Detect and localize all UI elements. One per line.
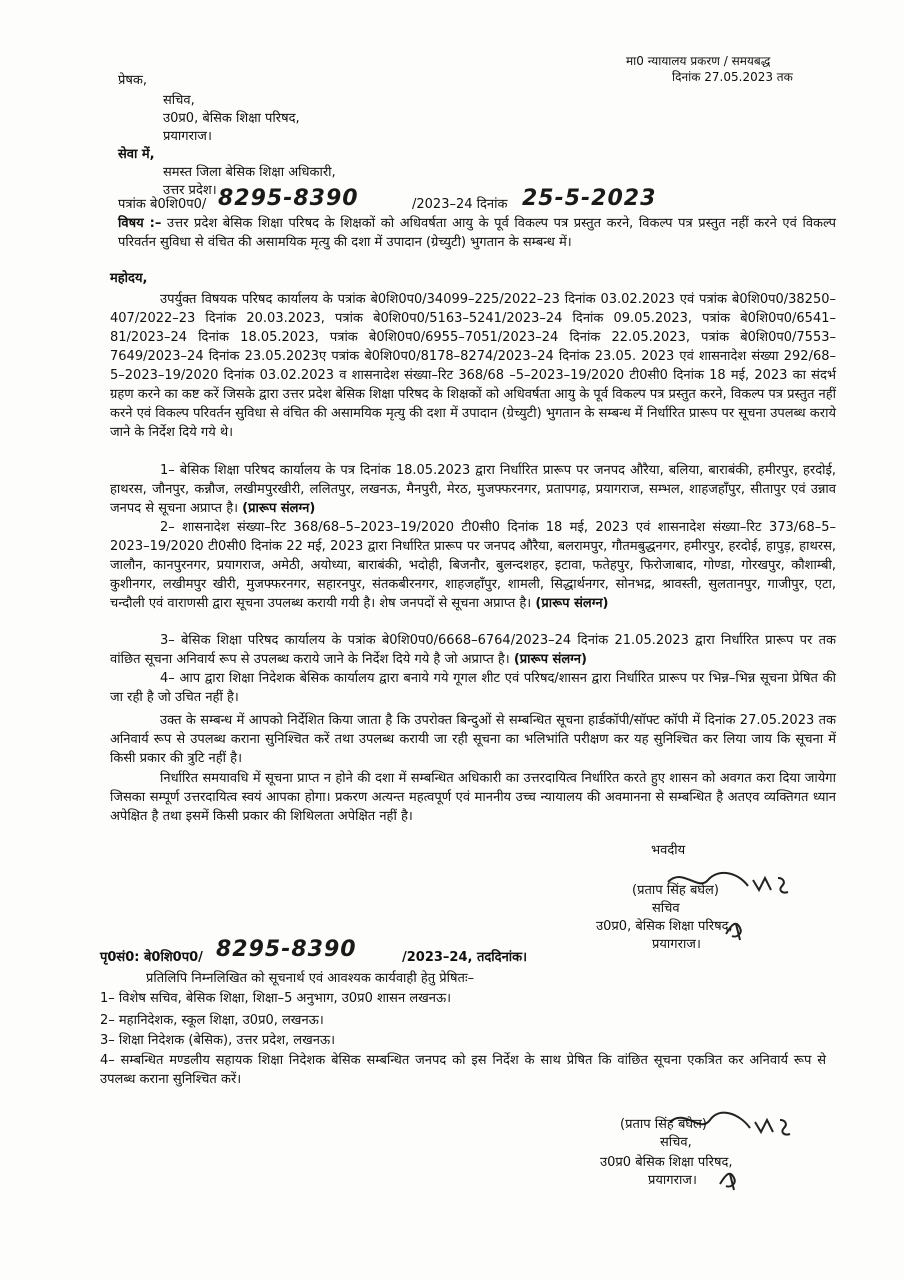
point-3-text: 3– बेसिक शिक्षा परिषद कार्यालय के पत्रांक बे0शि0प0/6668–6764/2023–24 दिनांक 21.05.2023 द्वारा निर्धारित प्रारूप पर तक वांछित सूचना अनिवार्य रूप से उपलब्ध कराये जाने के निर्देश दिये गये है जो अप्राप्त है। bbox=[110, 633, 836, 667]
signatory-office-2: उ0प्र0 बेसिक शिक्षा परिषद, bbox=[600, 1155, 733, 1170]
salutation: महोदय, bbox=[110, 271, 148, 286]
point-4-text: 4– आप द्वारा शिक्षा निदेशक बेसिक कार्यालय द्वारा बनाये गये गूगल शीट एवं परिषद/शासन द्वारा निर्धारित प्रारूप पर भिन्न–भिन्न सूचना प्रेषित की जा रही है जो उचित नहीं है। bbox=[110, 671, 836, 705]
copy-item-3: 3– शिक्षा निदेशक (बेसिक), उत्तर प्रदेश, लखनऊ। bbox=[100, 1033, 336, 1048]
subject-text: उत्तर प्रदेश बेसिक शिक्षा परिषद के शिक्षकों को अधिवर्षता आयु के पूर्व विकल्प पत्र प्रस्तुत करने, विकल्प पत्र प्रस्तुत नहीं करने एवं विकल्प परिवर्तन सुविधा से वंचित की असामयिक मृत्यु की दशा में उपादान (ग्रेच्युटी) भुगतान के सम्बन्ध में। bbox=[118, 216, 836, 250]
point-3 bbox=[110, 631, 836, 669]
subject-label: विषय :– bbox=[118, 216, 162, 231]
signatory-office-1: उ0प्र0, बेसिक शिक्षा परिषद, bbox=[596, 919, 733, 934]
point-3-tag: (प्रारूप संलग्न) bbox=[513, 652, 587, 667]
copy-item-2: 2– महानिदेशक, स्कूल शिक्षा, उ0प्र0, लखनऊ। bbox=[100, 1013, 324, 1028]
signatory-designation-1: सचिव bbox=[652, 901, 680, 916]
signature-block-2 bbox=[600, 1108, 810, 1198]
para-warning: निर्धारित समयावधि में सूचना प्राप्त न होने की दशा में सम्बन्धित अधिकारी का उत्तरदायित्व निर्धारित करते हुए शासन को अवगत करा दिया जायेगा जिसका सम्पूर्ण उत्तरदायित्व स्वयं आपका होगा। प्रकरण अत्यन्त महत्वपूर्ण एवं माननीय उच्च न्यायालय की अवमानना से सम्बन्धित है अतएव व्यक्तिगत ध्यान अपेक्षित है तथा इसमें किसी प्रकार की शिथिलता अपेक्षित नहीं है। bbox=[110, 771, 836, 824]
signatory-city-1: प्रयागराज। bbox=[652, 937, 701, 952]
letter-date-handwritten: 25-5-2023 bbox=[522, 186, 657, 211]
signatory-city-2: प्रयागराज। bbox=[648, 1173, 697, 1188]
letter-number-handwritten: 8295-8390 bbox=[218, 186, 359, 211]
point-1 bbox=[110, 461, 836, 518]
court-case-label: मा0 न्यायालय प्रकरण / समयबद्ध bbox=[626, 54, 771, 68]
copy-number-handwritten: 8295-8390 bbox=[216, 937, 357, 962]
signatory-name-2: (प्रताप सिंह बघेल) bbox=[620, 1117, 707, 1132]
recipient-state: उत्तर प्रदेश। bbox=[163, 183, 217, 198]
signatory-designation-2: सचिव, bbox=[660, 1135, 692, 1150]
sender-label: प्रेषक, bbox=[118, 73, 148, 88]
sender-designation: सचिव, bbox=[163, 93, 195, 108]
point-1-tag: (प्रारूप संलग्न) bbox=[242, 501, 316, 516]
deadline-label: दिनांक 27.05.2023 तक bbox=[672, 70, 793, 84]
point-2-text: 2– शासनादेश संख्या–रिट 368/68–5–2023–19/2020 टी0सी0 दिनांक 18 मई, 2023 एवं शासनादेश संख्या–रिट 373/68–5–2023–19/2020 टी0सी0 दिनांक 22 मई, 2023 द्वारा निर्धारित प्रारूप पर जनपद औरैया, बलरामपुर, गौतमबुद्धनगर, हमीरपुर, हरदोई, हापुड़, हाथरस, जालौन, कानपुरनगर, प्रयागराज, अमेठी, अयोध्या, बाराबंकी, भदोही, बिजनौर, बुलन्दशहर, इटावा, फतेहपुर, फिरोजाबाद, गोण्डा, गोरखपुर, कौशाम्बी, कुशीनगर, लखीमपुर खीरी, मुजफ्फरनगर, सहारनपुर, संतकबीरनगर, शाहजहाँपुर, शामली, सिद्धार्थनगर, सोनभद्र, श्रावस्ती, सुलतानपुर, गाजीपुर, एटा, चन्दौली एवं वाराणसी द्वारा सूचना उपलब्ध करायी गयी है। शेष जनपदों से सूचना अप्राप्त है। bbox=[110, 520, 836, 611]
recipient-label: सेवा में, bbox=[118, 147, 155, 162]
para-direction: उक्त के सम्बन्ध में आपको निर्देशित किया जाता है कि उपरोक्त बिन्दुओं से सम्बन्धित सूचना हार्डकॉपी/सॉफ्ट कॉपी में दिनांक 27.05.2023 तक अनिवार्य रूप से उपलब्ध कराना सुनिश्चित करें तथा उपलब्ध करायी जा रही सूचना का भलिभांति परीक्षण कर यह सुनिश्चित कर लिया जाय कि सूचना में किसी प्रकार की त्रुटि नहीं है। bbox=[110, 713, 836, 766]
para-intro: उपर्युक्त विषयक परिषद कार्यालय के पत्रांक बे0शि0प0/34099–225/2022–23 दिनांक 03.02.2023 एवं पत्रांक बे0शि0प0/38250–407/2022–23 दिनांक 20.03.2023, पत्रांक बे0शि0प0/5163–5241/2023–24 दिनांक 09.05.2023, पत्रांक बे0शि0प0/6541–81/2023–24 दिनांक 18.05.2023, पत्रांक बे0शि0प0/6955–7051/2023–24 दिनांक 22.05.2023, पत्रांक बे0शि0प0/7553–7649/2023–24 दिनांक 23.05.2023ए पत्रांक बे0शि0प0/8178–8274/2023–24 दिनांक 23.05. 2023 एवं शासनादेश संख्या 292/68–5–2023–19/2020 दिनांक 03.02.2023 व शासनादेश संख्या–रिट 368/68 –5–2023–19/2020 टी0सी0 दिनांक 18 मई, 2023 का संदर्भ ग्रहण करने का कष्ट करें जिसके द्वारा उत्तर प्रदेश बेसिक शिक्षा परिषद के शिक्षकों को अधिवर्षता आयु के पूर्व विकल्प पत्र प्रस्तुत करने, विकल्प पत्र प्रस्तुत नहीं करने एवं विकल्प परिवर्तन सुविधा से वंचित की असामयिक मृत्यु की दशा में उपादान (ग्रेच्युटी) भुगतान के सम्बन्ध में निर्धारित प्रारूप पर सूचना उपलब्ध कराये जाने के निर्देश दिये गये थे। bbox=[110, 292, 836, 440]
sender-city: प्रयागराज। bbox=[163, 129, 212, 144]
copy-ref-suffix: /2023–24, तददिनांक। bbox=[402, 950, 528, 965]
copy-item-4: 4– सम्बन्धित मण्डलीय सहायक शिक्षा निदेशक बेसिक सम्बन्धित जनपद को इस निर्देश के साथ प्रेषित कि वांछित सूचना एकत्रित कर अनिवार्य रूप से उपलब्ध कराना सुनिश्चित करें। bbox=[100, 1053, 826, 1087]
point-1-text: 1– बेसिक शिक्षा परिषद कार्यालय के पत्र दिनांक 18.05.2023 द्वारा निर्धारित प्रारूप पर जनपद औरैया, बलिया, बाराबंकी, हमीरपुर, हरदोई, हाथरस, जौनपुर, कन्नौज, लखीमपुरखीरी, ललितपुर, लखनऊ, मैनपुरी, मेरठ, मुजफ्फरनगर, प्रतापगढ़, प्रयागराज, सम्भल, शाहजहाँपुर, सीतापुर एवं उन्नाव जनपद से सूचना अप्राप्त है। bbox=[110, 463, 836, 516]
point-4 bbox=[110, 669, 836, 707]
sender-office: उ0प्र0, बेसिक शिक्षा परिषद, bbox=[163, 111, 300, 126]
closing: भवदीय bbox=[651, 843, 686, 858]
recipient-officers: समस्त जिला बेसिक शिक्षा अधिकारी, bbox=[163, 165, 336, 180]
subject bbox=[118, 214, 836, 252]
copy-item-1: 1– विशेष सचिव, बेसिक शिक्षा, शिक्षा–5 अनुभाग, उ0प्र0 शासन लखनऊ। bbox=[100, 991, 452, 1006]
copy-intro: प्रतिलिपि निम्नलिखित को सूचनार्थ एवं आवश्यक कार्यवाही हेतु प्रेषितः– bbox=[146, 971, 475, 986]
point-2 bbox=[110, 518, 836, 613]
copy-reference bbox=[100, 937, 560, 969]
point-2-tag: (प्रारूप संलग्न) bbox=[535, 596, 609, 611]
signature-scribble-1 bbox=[608, 862, 808, 952]
letter-ref-middle: /2023–24 दिनांक bbox=[412, 197, 508, 212]
copy-ref-prefix: पृ0सं0: बे0शि0प0/ bbox=[100, 950, 203, 965]
signatory-name-1: (प्रताप सिंह बघेल) bbox=[632, 883, 719, 898]
signature-block-1 bbox=[608, 862, 808, 952]
letter-ref-prefix: पत्रांक बे0शि0प0/ bbox=[118, 197, 207, 212]
letter-reference bbox=[118, 186, 818, 216]
